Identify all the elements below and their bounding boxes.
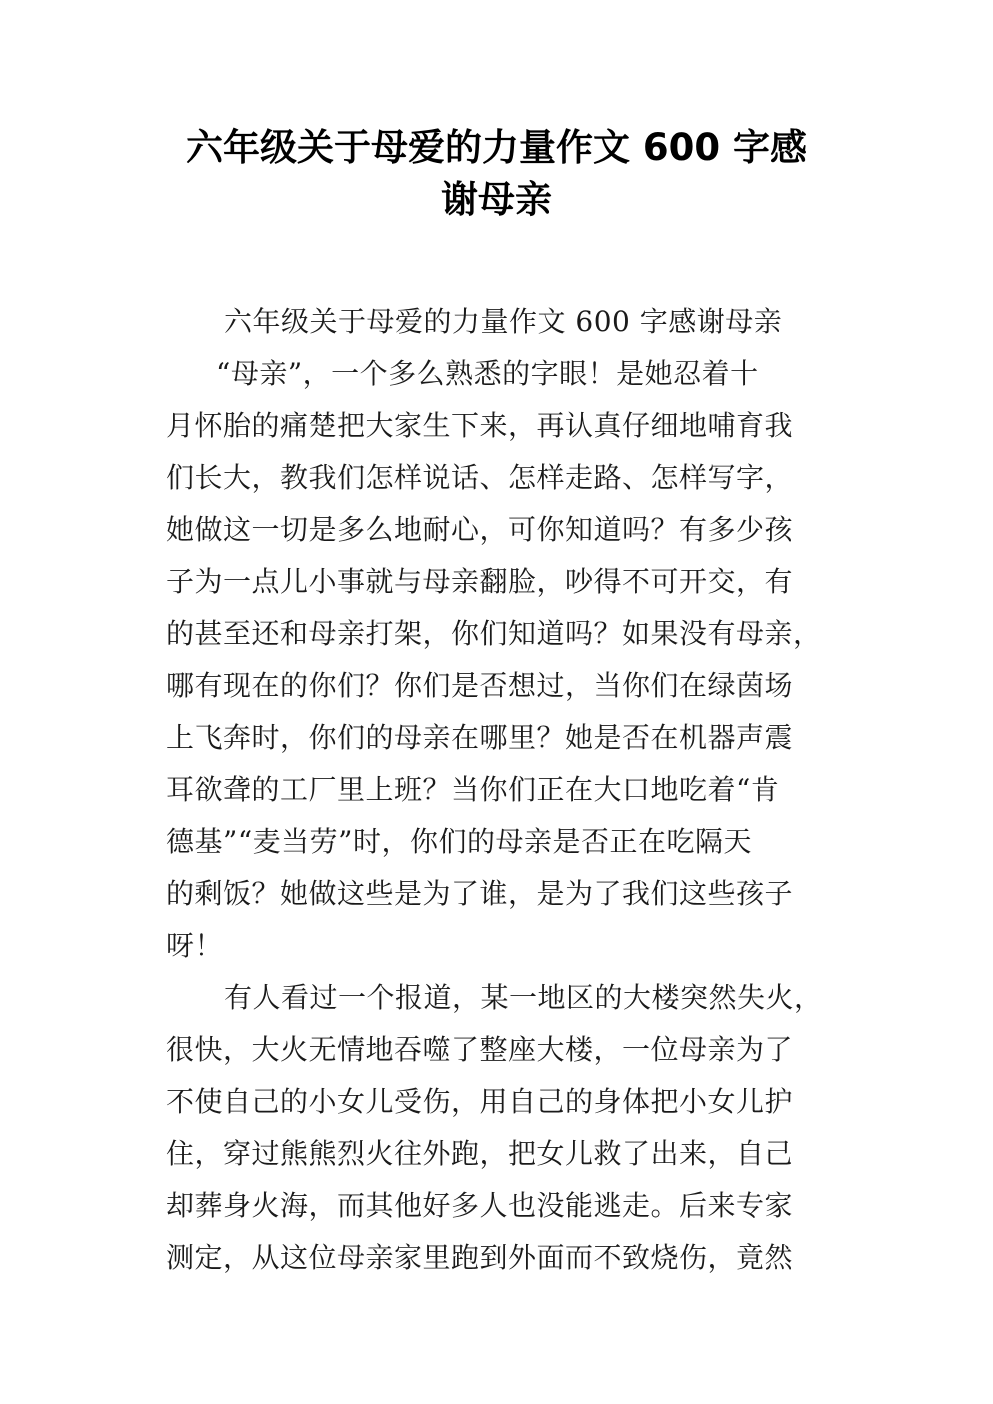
document-title-line-1: 六年级关于母爱的力量作文 600 字感 <box>186 126 807 169</box>
paragraph-line: 子为一点儿小事就与母亲翻脸，吵得不可开交，有 <box>166 565 794 598</box>
paragraph-line: “母亲”，一个多么熟悉的字眼！是她忍着十 <box>216 357 759 390</box>
document-title-line-2: 谢母亲 <box>441 178 552 221</box>
paragraph-line: 却葬身火海，而其他好多人也没能逃走。后来专家 <box>166 1189 794 1222</box>
paragraph-line: 很快，大火无情地吞噬了整座大楼，一位母亲为了 <box>166 1033 794 1066</box>
paragraph-line: 的甚至还和母亲打架，你们知道吗？如果没有母亲， <box>166 617 822 650</box>
document-body <box>166 296 846 1284</box>
paragraph-line: 住，穿过熊熊烈火往外跑，把女儿救了出来，自己 <box>166 1137 794 1170</box>
paragraph-line: 的剩饭？她做这些是为了谁，是为了我们这些孩子 <box>166 877 794 910</box>
paragraph-line: 有人看过一个报道，某一地区的大楼突然失火， <box>224 981 823 1014</box>
paragraph-line: 德基”“麦当劳”时，你们的母亲是否正在吃隔天 <box>166 825 752 858</box>
paragraph-line: 六年级关于母爱的力量作文 600 字感谢母亲 <box>224 305 783 338</box>
paragraph-line: 月怀胎的痛楚把大家生下来，再认真仔细地哺育我 <box>166 409 794 442</box>
paragraph-line: 测定，从这位母亲家里跑到外面而不致烧伤，竟然 <box>166 1241 794 1274</box>
paragraph-line: 耳欲聋的工厂里上班？当你们正在大口地吃着“肯 <box>166 773 780 806</box>
paragraph-line: 上飞奔时，你们的母亲在哪里？她是否在机器声震 <box>166 721 794 754</box>
paragraph-line: 她做这一切是多么地耐心，可你知道吗？有多少孩 <box>166 513 794 546</box>
paragraph-line: 哪有现在的你们？你们是否想过，当你们在绿茵场 <box>166 669 794 702</box>
paragraph-line: 们长大，教我们怎样说话、怎样走路、怎样写字， <box>166 461 794 494</box>
paragraph-line: 不使自己的小女儿受伤，用自己的身体把小女儿护 <box>166 1085 794 1118</box>
paragraph-line: 呀！ <box>166 929 224 962</box>
